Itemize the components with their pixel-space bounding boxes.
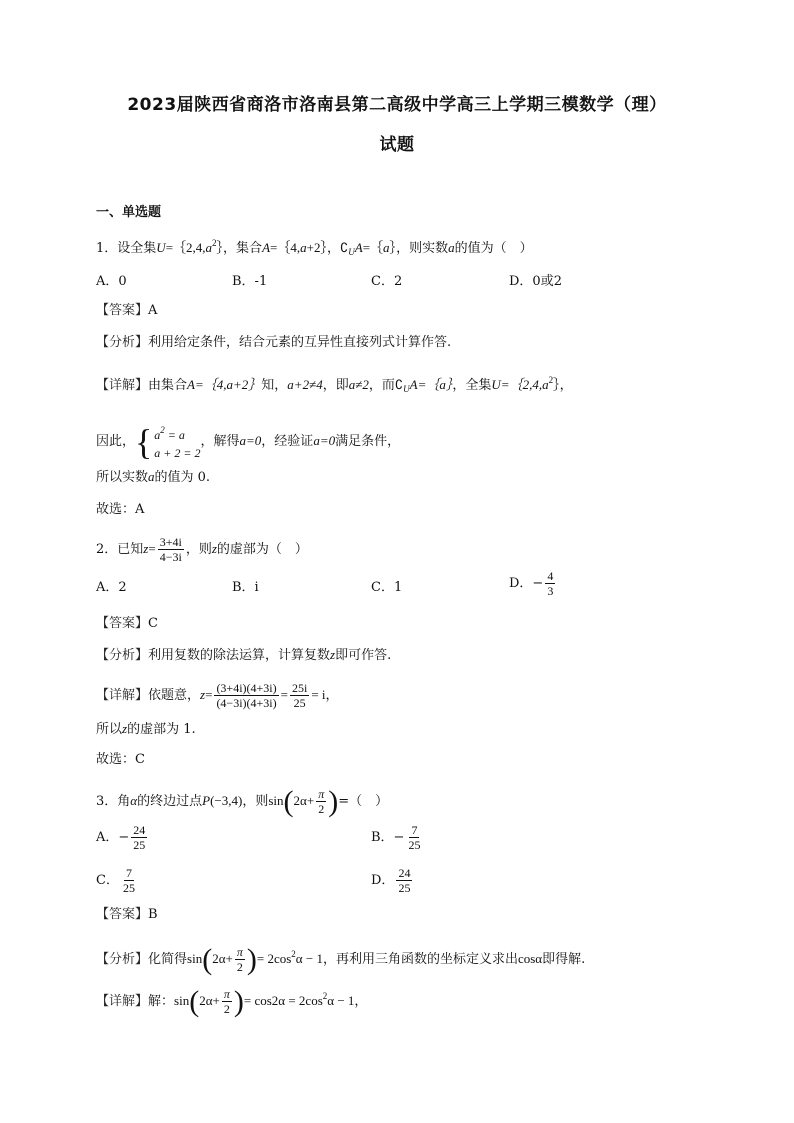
q1-detail-text: 的值为 0.: [154, 470, 211, 485]
q1-option-c: C．2: [371, 274, 403, 289]
question-1-stem: [96, 233, 533, 262]
q1-math: a: [448, 240, 455, 255]
q1-detail-math: ｝: [553, 377, 560, 392]
q1-detail-text: 由集合: [148, 378, 188, 393]
q2-detail-line1: [96, 681, 339, 710]
q1-detail-text: 满足条件，: [335, 434, 401, 449]
q2-detail-text: 所以: [96, 722, 123, 737]
q1-analysis: [96, 333, 451, 353]
q1-detail-math: a: [148, 469, 155, 484]
answer-value: B: [148, 907, 158, 922]
fraction-denominator: 25: [293, 696, 306, 710]
q3-math: 2α+: [199, 993, 220, 1008]
analysis-label: 【分析】: [96, 648, 149, 663]
q2-math: z: [211, 541, 217, 556]
fraction-denominator: (4−3i)(4+3i): [216, 696, 277, 710]
q1-detail-line3: [96, 467, 210, 488]
q2-option-a: A．2: [96, 580, 127, 595]
q3-math: 2: [291, 949, 296, 959]
q1-detail-text: ，解得: [200, 434, 240, 449]
q3-detail-text: 解：: [148, 994, 175, 1009]
q2-detail-text: 的虚部为 1.: [127, 722, 196, 737]
q2-option-d: [509, 569, 557, 598]
fraction-numerator: 3+4i: [159, 535, 182, 549]
fraction-denominator: 2: [223, 1002, 230, 1016]
q2-option-b: B．i: [232, 580, 259, 595]
option-label: A．−: [96, 830, 130, 845]
q3-option-b: [371, 823, 424, 852]
q1-math: =｛: [362, 240, 384, 255]
paren-symbol: ): [328, 785, 339, 818]
fraction-denominator: 25: [122, 881, 135, 895]
system-math: a: [154, 428, 161, 442]
q3-text: =（ ）: [338, 794, 389, 809]
section-heading: 一、单选题: [96, 205, 162, 220]
q3-math: sin: [174, 993, 190, 1008]
fraction: [396, 866, 412, 895]
q1-text: ，: [326, 241, 340, 256]
q1-detail-text: ，: [559, 378, 573, 393]
system-row-2: a + 2 = 2: [154, 446, 201, 460]
q1-math: 2: [212, 238, 217, 248]
fraction: [406, 823, 422, 852]
q2-detail-line2: [96, 719, 196, 740]
fraction: [214, 681, 278, 710]
fraction-denominator: 3: [547, 584, 554, 598]
q1-math: a: [300, 240, 307, 255]
q2-math: z: [143, 541, 149, 556]
q3-math: P: [202, 793, 211, 808]
q1-detail-math: a≠2: [348, 377, 369, 392]
page-title-line2: 试题: [379, 135, 415, 155]
q3-math: α: [130, 793, 138, 808]
analysis-label: 【分析】: [96, 335, 149, 350]
page-title: 2023届陕西省商洛市洛南县第二高级中学高三上学期三模数学（理）: [127, 95, 667, 115]
q1-detail-text: 因此，: [96, 434, 136, 449]
detail-label: 【详解】: [96, 994, 149, 1009]
q3-option-c: [96, 866, 139, 895]
fraction: [316, 787, 326, 816]
q2-analysis: [96, 645, 391, 666]
fraction-denominator: 25: [408, 838, 421, 852]
q2-conclusion: 故选：C: [96, 752, 145, 767]
fraction: [545, 569, 555, 598]
q1-math: a: [383, 240, 390, 255]
q3-math: sin: [268, 793, 284, 808]
fraction: [158, 535, 184, 564]
q1-detail-text: ，即: [322, 378, 349, 393]
q1-detail-text: 知，: [261, 378, 288, 393]
fraction: [222, 987, 232, 1016]
q1-detail-math: U: [403, 384, 410, 394]
question-3-stem: [96, 787, 388, 816]
q1-detail-text: ，全集: [452, 378, 492, 393]
q2-answer: [96, 614, 158, 634]
q3-answer: [96, 905, 158, 925]
question-number: 2．: [96, 542, 118, 557]
fraction-numerator: 7: [125, 866, 132, 880]
q3-math: (−3,4): [210, 793, 243, 808]
complement-symbol: ∁: [339, 240, 349, 255]
fraction-numerator: π: [236, 945, 243, 959]
q2-detail-text: 依题意，: [148, 688, 201, 703]
system-row-1: [154, 421, 200, 444]
q1-text: ，则实数: [396, 241, 449, 256]
q1-detail-line2: [96, 421, 400, 462]
q3-math: sin: [187, 951, 203, 966]
answer-value: C: [148, 616, 158, 631]
q1-math: A: [354, 240, 363, 255]
paren-symbol: (: [189, 985, 200, 1018]
q2-math: z: [200, 687, 206, 702]
fraction-denominator: 25: [133, 838, 146, 852]
q1-conclusion: 故选：A: [96, 502, 145, 517]
question-2-stem: [96, 535, 308, 564]
q2-option-c: C．1: [371, 580, 403, 595]
fraction-numerator: π: [318, 787, 325, 801]
answer-label: 【答案】: [96, 907, 149, 922]
q2-text: ，则: [185, 542, 212, 557]
q3-analysis: [96, 944, 585, 974]
q1-text: 的值为（ ）: [454, 241, 533, 256]
q1-math: a: [205, 240, 213, 255]
q1-option-b: B．-1: [232, 274, 268, 289]
fraction-numerator: 25i: [291, 681, 308, 695]
q1-math: U: [156, 240, 166, 255]
answer-value: A: [148, 303, 158, 318]
q1-math: ｝: [216, 240, 224, 255]
q3-text: 的终边过点: [137, 794, 203, 809]
paren-symbol: ): [246, 943, 257, 976]
q3-option-a: [96, 823, 149, 852]
fraction: [121, 866, 137, 895]
q3-text: 角: [117, 794, 131, 809]
question-number: 3．: [96, 794, 118, 809]
fraction: [290, 681, 309, 710]
q2-math: =: [205, 687, 213, 702]
q2-text: 的虚部为（ ）: [216, 542, 308, 557]
q3-text: ，则: [242, 794, 269, 809]
fraction-numerator: 4: [547, 569, 554, 583]
q1-detail-math: a+2≠4: [287, 377, 323, 392]
q1-detail-text: ，经验证: [261, 434, 314, 449]
q3-math: 2α+: [293, 793, 315, 808]
paren-symbol: (: [283, 785, 294, 818]
fraction-denominator: 2: [236, 960, 243, 974]
q3-math: α − 1，: [327, 993, 368, 1008]
q2-text: 已知: [117, 542, 144, 557]
q1-detail-math: A=｛a｝: [409, 377, 453, 392]
q1-math: A: [262, 240, 271, 255]
option-label: D．−: [509, 576, 544, 591]
q1-text: ，集合: [223, 241, 263, 256]
q1-detail-math: U=｛2,4,a: [491, 377, 549, 392]
analysis-text: 即得解.: [542, 952, 586, 967]
q1-math: =｛4,: [270, 240, 301, 255]
answer-label: 【答案】: [96, 303, 149, 318]
q1-option-a: A．0: [96, 274, 127, 289]
q1-detail-math: a=0: [239, 433, 262, 448]
q1-detail-math: 2: [548, 375, 554, 385]
q1-math: +2｝: [306, 240, 327, 255]
option-label: D．: [371, 873, 395, 888]
fraction-numerator: 24: [398, 866, 411, 880]
fraction-numerator: (3+4i)(4+3i): [216, 681, 277, 695]
q1-detail-line1: [96, 370, 573, 399]
paren-symbol: (: [202, 943, 213, 976]
q2-math: =: [148, 541, 156, 556]
q3-math: = cos2α = 2cos: [243, 993, 323, 1008]
analysis-text: 化简得: [148, 952, 188, 967]
fraction: [131, 823, 147, 852]
q2-math: =: [280, 687, 288, 702]
system-math: = a: [164, 428, 185, 442]
analysis-text: 利用给定条件，结合元素的互异性直接列式计算作答.: [148, 335, 452, 350]
complement-symbol: ∁: [394, 377, 404, 392]
analysis-label: 【分析】: [96, 952, 149, 967]
q1-detail-math: a=0: [313, 433, 336, 448]
equation-system: [135, 421, 200, 462]
detail-label: 【详解】: [96, 378, 149, 393]
q1-math: =｛2,4,: [165, 240, 206, 255]
q3-option-d: [371, 866, 414, 895]
question-number: 1．: [96, 241, 118, 256]
fraction: [235, 945, 245, 974]
q1-detail-math: A=｛4,a+2｝: [187, 377, 262, 392]
q2-math: z: [122, 721, 128, 736]
q2-math: z: [330, 647, 336, 662]
option-label: B．−: [371, 830, 405, 845]
q3-math: = 2cos: [256, 951, 292, 966]
fraction-denominator: 2: [318, 802, 325, 816]
option-label: C．: [96, 873, 119, 888]
answer-label: 【答案】: [96, 616, 149, 631]
paren-symbol: ): [233, 985, 244, 1018]
fraction-denominator: 4−3i: [159, 550, 182, 564]
q1-math: U: [348, 247, 355, 257]
q1-detail-text: ，而: [368, 378, 395, 393]
system-math: 2: [160, 425, 165, 435]
q3-math: 2α+: [212, 951, 233, 966]
q3-math: cosα: [517, 951, 543, 966]
q3-math: α − 1: [295, 951, 323, 966]
fraction-numerator: 24: [133, 823, 146, 837]
analysis-text: ，再利用三角函数的坐标定义求出: [322, 952, 518, 967]
analysis-text: 即可作答.: [335, 648, 392, 663]
q1-option-d: D．0或2: [509, 274, 562, 289]
q1-detail-text: 所以实数: [96, 470, 149, 485]
q3-math: 2: [322, 991, 328, 1001]
q1-answer: [96, 301, 157, 321]
brace-symbol: {: [135, 421, 153, 462]
q1-text: 设全集: [117, 241, 157, 256]
detail-label: 【详解】: [96, 688, 149, 703]
q2-math: = i，: [311, 687, 339, 702]
q3-detail-line1: [96, 986, 367, 1016]
fraction-numerator: 7: [411, 823, 418, 837]
fraction-denominator: 25: [398, 881, 411, 895]
analysis-text: 利用复数的除法运算，计算复数: [148, 648, 331, 663]
q1-math: ｝: [389, 240, 397, 255]
fraction-numerator: π: [223, 987, 230, 1001]
